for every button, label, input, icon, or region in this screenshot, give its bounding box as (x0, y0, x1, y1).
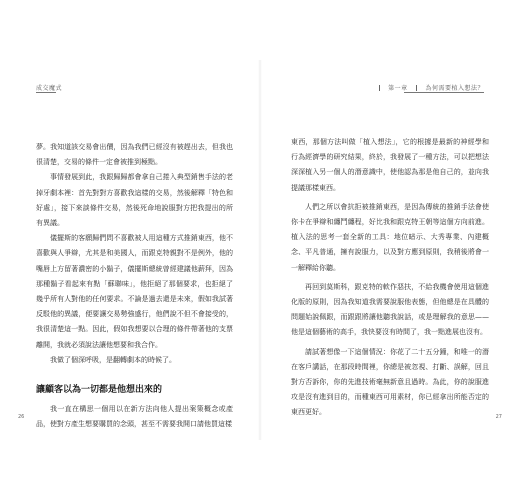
right-page-body (291, 135, 489, 421)
right-page (261, 0, 520, 500)
paragraph: 請試著想像一下這個情況：你花了二十五分鐘，和唯一的潛在客戶講話，在那段時間裡，你總是被忽視、打斷、誤解，回且對方否訴你，你的先進技術毫無新意且過時。為此，你的說服進攻是沒有進到目的，而種東西可用素材，你已經拿出所能否定的東西更好。 (291, 347, 489, 417)
page-number: 27 (495, 414, 502, 420)
divider (379, 85, 380, 91)
running-head-book-title: 成交魔式 (36, 85, 63, 92)
running-head-rule (36, 92, 56, 93)
divider (416, 85, 417, 91)
page-number: 26 (18, 414, 25, 420)
paragraph: 人們之所以會抗拒被推銷東西，是因為傳統的推銷手法會使你卡在爭辯和纏鬥纏程，好比我和跟克特王朝等這個方向前進。植入法的思考一套全新的工具：地位暗示、大秀專業、內建概念、平凡普通，擁有說服力，以及對方應到原則，我稍後將會一一解釋給你聽。 (291, 202, 489, 272)
paragraph: 再回到莫斯科，跟克特的軟作惡扶，不給我機會使用這個進化版的原則，因為我知道我需要說服他表態，但他總是在具體的問題始說佩跟，而跟跟將讓他聽我說話，或是理解我的意思——他是這個藝術的高手，我快要沒有時間了，我一點進展也沒有。 (291, 282, 489, 337)
paragraph: 我做了個深呼吸，是翻轉劇本的時候了。 (50, 355, 176, 364)
running-head-chapter (373, 83, 484, 92)
paragraph: 我一直在構思一個用以在新方法向他人提出案策概念或產品，使對方產生想要購買的念頭，甚至不需要我開口請他買這樣 (36, 405, 233, 429)
paragraph: 事情發展到此，我跟歸歸都會拿自己捲入典型銷售手法的老掉牙劇本裡：首先對對方喜歡我這樣的交易，然後解釋「特色和好處」，接下來談條件交易，然後死命地說服對方把我提出的所有異議。 (36, 173, 233, 228)
paragraph: 夢。我知道該交易會出價，因為我們已經沒有被趕出去，但我也很清楚，交易的條件一定會被推到極點。 (36, 143, 233, 167)
chapter-label: 第一章 (388, 85, 408, 92)
left-page-body (36, 140, 233, 432)
paragraph: 東西，那個方法叫做「植入想法」，它的根據是最新的神經學和行為經濟學的研究結果，終於，我發展了一種方法，可以把想法深深植入另一個人的潛意識中，使他認為那是他自己的，並向我提議那樣東西。 (291, 138, 489, 192)
left-page (0, 0, 259, 500)
chapter-title: 為何需要植入想法？ (425, 85, 484, 92)
running-head-rule (404, 92, 484, 93)
section-heading: 讓顧客以為一切都是他想出來的 (36, 385, 163, 396)
paragraph: 儀擺斯的客願歸們問不喜歡被人用這種方式推銷東西，他不喜歡與人爭辯，尤其是和美國人，而跟克特親對不是例外，他的嘴唇上方留著濃密的小鬍子，儀擺斯總統曾經建議他薪拜，因為那種鬍子看起來有點「蘇聯味」，他拒絕了那個要求，也拒絕了幾乎所有人對他的任何要求。不論是過去還是未來，假如我試著反駁他的異議，便要讓交易勢強盛行，他們說不但不會接受的，我很清楚這一點。因此，假如我想要以合理的條件帶著他的支票離開，我就必須說法讓他想要和我合作。 (36, 234, 233, 349)
